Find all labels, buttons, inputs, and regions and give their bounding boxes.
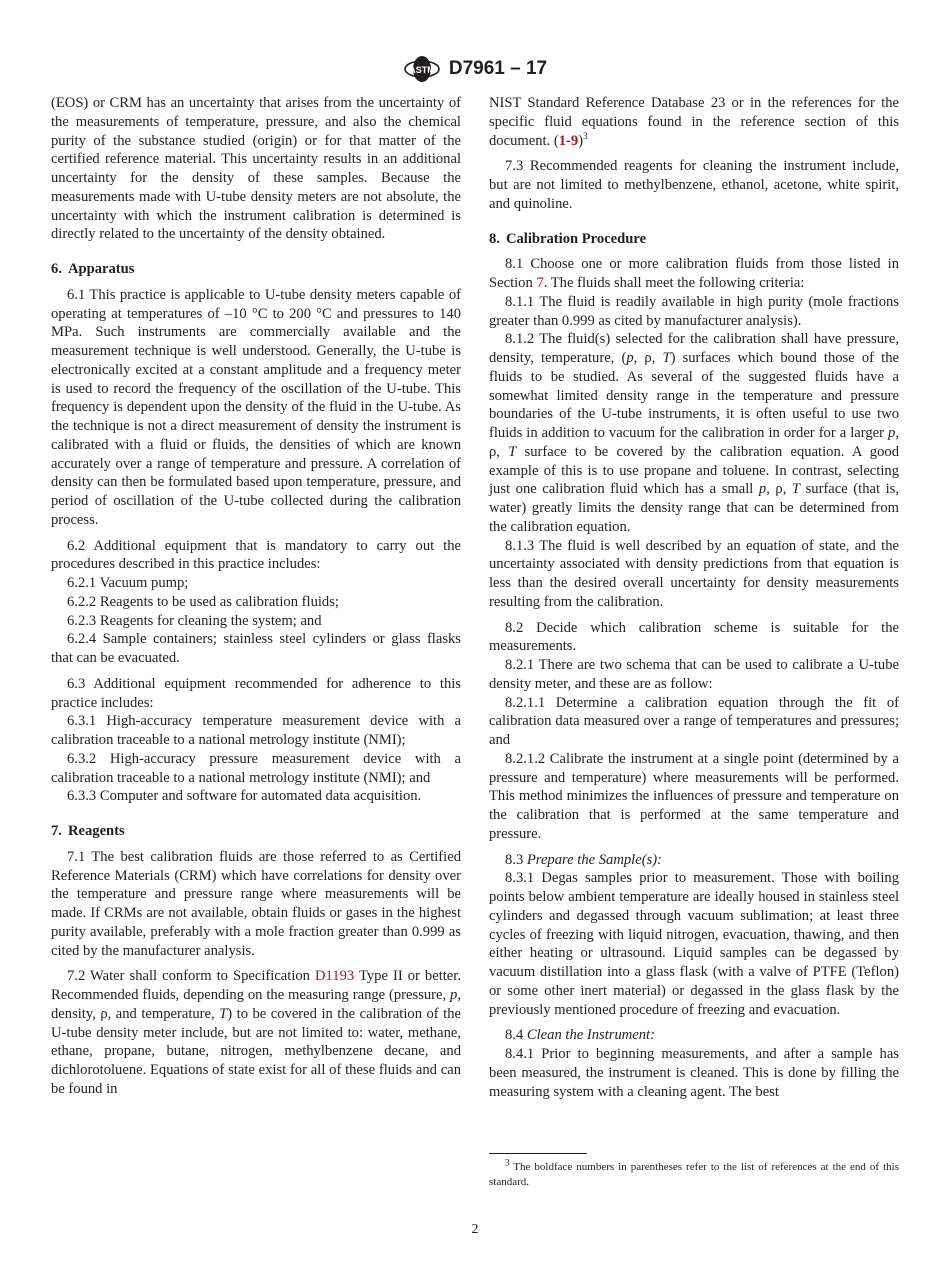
svg-text:ASTM: ASTM [409, 65, 435, 75]
footnote-mark: 3 [505, 1157, 510, 1168]
paragraph-6-2-1: 6.2.1 Vacuum pump; [67, 575, 189, 591]
section-heading-7: 7. Reagents [51, 823, 125, 839]
footnote-ref-3[interactable]: 3 [583, 130, 588, 141]
paragraph-6-3-1: 6.3.1 High-accuracy temperature measurement device with a calibration traceable to a national metrology institute (NMI); [51, 713, 461, 748]
paragraph-6-2-4: 6.2.4 Sample containers; stainless steel cylinders or glass flasks that can be evacuated. [51, 631, 461, 666]
paragraph-8-1-1: 8.1.1 The fluid is readily available in high purity (mole fractions greater than 0.999 as cited by manufacturer analysis). [489, 293, 899, 329]
paragraph-intro: (EOS) or CRM has an uncertainty that arises from the uncertainty of the measurements of temperature, pressure, and also the chemical purity of the substance studied (origin) or for that matter of the certified reference material. This uncertainty results in an additional uncertainty for the density of these samples. Because the measurements made with U-tube density meters are not absolute, the uncertainty with which the instrument calibration is determined is directly related to the uncertainty of the density obtained. [51, 95, 461, 243]
paragraph-8-2-1: 8.2.1 There are two schema that can be used to calibrate a U-tube density meter, and these are as follow: [489, 657, 899, 692]
section-heading-6: 6. Apparatus [51, 261, 135, 277]
right-column [489, 94, 899, 1101]
standard-designation: D7961 – 17 [448, 58, 548, 79]
paragraph-6-3-3: 6.3.3 Computer and software for automated data acquisition. [67, 788, 422, 805]
paragraph-7-2: 7.2 Water shall conform to Specification D1193 Type II or better. Recommended fluids, depending on the measuring range (pressure, p, density, ρ, and temperature, T) to be covered in the calibration of the U-tube density meter include, but are not limited to: water, methane, ethane, propane, butane, nitrogen, methylbenzene decane, and dichlorotoluene. Equations of state exist for all of these fluids and can be found in [51, 968, 461, 1097]
left-column [51, 94, 461, 1099]
paragraph-8-4-1: 8.4.1 Prior to beginning measurements, and after a sample has been measured, the instrument is cleaned. This is done by filling the measuring system with a cleaning agent. The best [489, 1046, 899, 1100]
paragraph-8-1: 8.1 Choose one or more calibration fluids from those listed in Section 7. The fluids shall meet the following criteria: [489, 256, 899, 291]
footnote [489, 1157, 899, 1190]
paragraph-7-1: 7.1 The best calibration fluids are those referred to as Certified Reference Materials (CRM) which have correlations for density over the temperature and pressure range where measurements will be made. If CRMs are not available, obtain fluids or gases in the highest purity available, preferably with a mole fraction greater than 0.999 as cited by the manufacturer analysis. [51, 848, 461, 959]
paragraph-6-1: 6.1 This practice is applicable to U-tube density meters capable of operating at temperatures of –10 °C to 200 °C and pressures to 140 MPa. Such instruments are commercially available and the measurement technique is well understood. Generally, the U-tube is electronically excited at a constant amplitude and a frequency meter is used to record the frequency of the oscillation of the U-tube. This frequency is dependent upon the density of the fluid in the U-tube. As the technique is not a direct measurement of density the instrument is calibrated with a fluid or fluids, the densities of which are known accurately over a range of temperature and pressure. A correlation of density can then be formulated based upon temperature, pressure, and period of oscillation of the U-tube collected during the calibration process. [51, 286, 461, 528]
paragraph-8-3: 8.3 Prepare the Sample(s): [505, 851, 662, 868]
footnote-text: The boldface numbers in parentheses refer to the list of references at the end of this standard. [489, 1161, 899, 1188]
paragraph-8-1-2: 8.1.2 The fluid(s) selected for the calibration shall have pressure, density, temperature, (p, ρ, T) surfaces which bound those of the fluids to be studied. As several of the suggested fluids have a somewhat limited density range in the temperature and pressure boundaries of the U-tube instruments, it is often useful to use two fluids in addition to vacuum for the calibration in order for a larger p, ρ, T surface to be covered by the calibration equation. A good example of this is to use propane and toluene. In contrast, selecting just one calibration fluid which has a small p, ρ, T surface (that is, water) greatly limits the density range that can be determined from the calibration equation. [489, 331, 900, 535]
paragraph-6-2-2: 6.2.2 Reagents to be used as calibration fluids; [67, 593, 339, 610]
paragraph-8-2-1-2: 8.2.1.2 Calibrate the instrument at a single point (determined by a pressure and temperature) where measurements will be performed. This method minimizes the influences of pressure and temperature on the calibration that is performed at the same temperature and pressure. [489, 750, 899, 842]
paragraph-7-3: 7.3 Recommended reagents for cleaning the instrument include, but are not limited to methylbenzene, ethanol, acetone, white spirit, and quinoline. [489, 158, 899, 212]
paragraph-7-2-continued: NIST Standard Reference Database 23 or in the references for the specific fluid equations found in the reference section of this document. $(1-9)^3$ [489, 95, 899, 149]
paragraph-6-3: 6.3 Additional equipment recommended for adherence to this practice includes: [51, 675, 461, 711]
paragraph-8-2-1-1: 8.2.1.1 Determine a calibration equation through the fit of calibration data measured over a range of temperatures and pressures; and [489, 694, 899, 748]
section-link-7[interactable]: 7 [536, 275, 544, 291]
paragraph-8-2: 8.2 Decide which calibration scheme is suitable for the measurements. [489, 619, 899, 655]
paragraph-6-2-3: 6.2.3 Reagents for cleaning the system; and [67, 612, 322, 629]
reference-link-1-9[interactable]: 1-9 [558, 132, 579, 149]
paragraph-8-4: 8.4 Clean the Instrument: [505, 1027, 655, 1044]
astm-logo-icon [403, 55, 441, 83]
page-number: 2 [471, 1222, 479, 1237]
paragraph-8-3-1: 8.3.1 Degas samples prior to measurement. Those with boiling points below ambient temperature are ideally housed in stainless steel cylinders and degassed through vacuum sublimation; at least three cycles of freezing with liquid nitrogen, evacuation, thawing, and then either heating or ultrasound. Liquid samples can be degassed by vacuum distillation into a glass flask (with a valve of PTFE (Teflon) or some other inert material) or degassed in the glass flask by the previously mentioned procedure of freezing and evacuation. [489, 870, 899, 1018]
paragraph-8-1-3: 8.1.3 The fluid is well described by an equation of state, and the uncertainty associated with density predictions from that equation is less than the desired overall uncertainty for density measurements resulting from the calibration. [489, 537, 899, 610]
paragraph-6-3-2: 6.3.2 High-accuracy pressure measurement device with a calibration traceable to a national metrology institute (NMI); and [51, 750, 461, 786]
section-heading-8: 8. Calibration Procedure [489, 230, 647, 247]
paragraph-6-2: 6.2 Additional equipment that is mandatory to carry out the procedures described in this practice includes: [51, 537, 461, 573]
spec-link-d1193[interactable]: D1193 [315, 968, 355, 985]
footnote-divider [489, 1153, 587, 1154]
page-header [0, 55, 950, 83]
